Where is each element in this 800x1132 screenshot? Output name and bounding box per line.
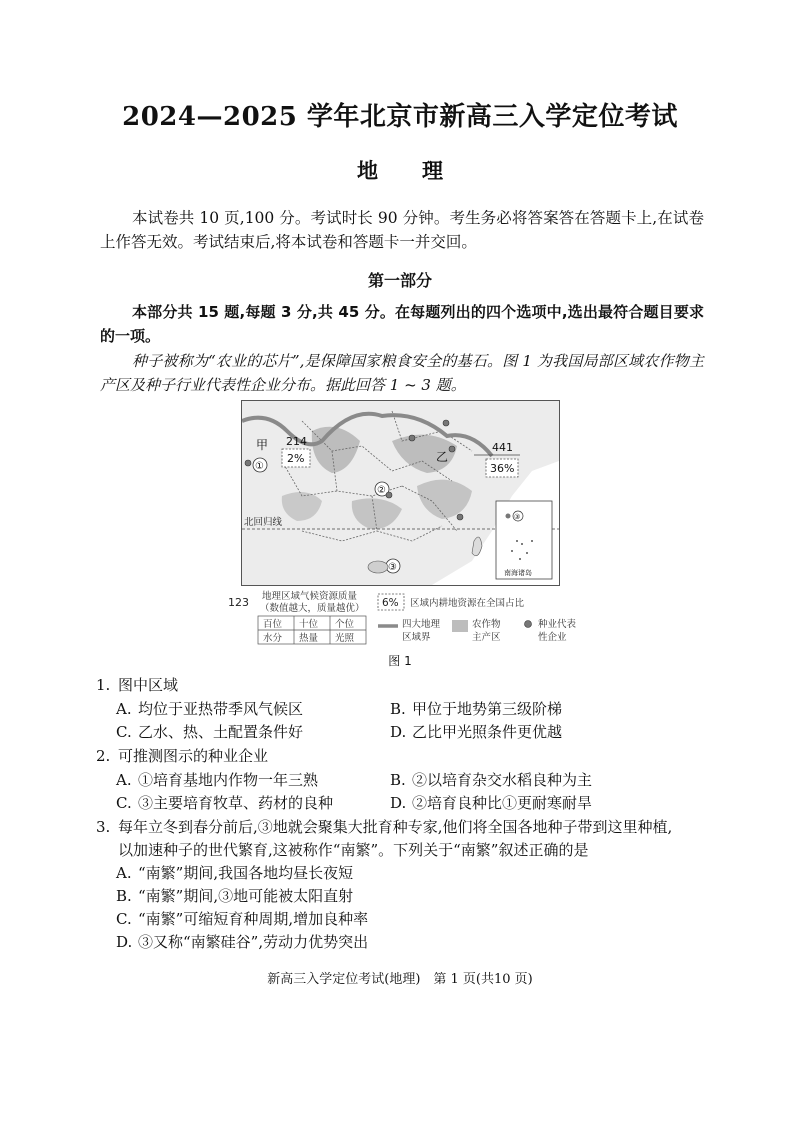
question-1-text: 图中区域 bbox=[118, 676, 179, 694]
map-svg bbox=[242, 401, 559, 585]
legend-boundary-label-2: 区域界 bbox=[402, 632, 431, 643]
subject-heading bbox=[0, 155, 800, 185]
q3-option-b[interactable] bbox=[116, 885, 353, 906]
option-label: B. bbox=[390, 771, 406, 789]
option-label: D. bbox=[390, 723, 407, 741]
question-1-number: 1. bbox=[96, 676, 111, 694]
question-2-number: 2. bbox=[96, 747, 111, 765]
option-label: A. bbox=[116, 771, 132, 789]
legend-pct-desc: 区域内耕地资源在全国占比 bbox=[410, 598, 525, 609]
option-text: “南繁”期间,我国各地均昼长夜短 bbox=[138, 864, 354, 882]
legend-header-hundreds: 百位 bbox=[263, 619, 283, 630]
q1-option-b[interactable] bbox=[390, 698, 562, 719]
region-yi-code: 441 bbox=[492, 441, 513, 454]
enterprise-marker bbox=[443, 420, 449, 426]
enterprise-marker bbox=[457, 514, 463, 520]
enterprise-marker bbox=[506, 514, 511, 519]
legend-boundary-label-1: 四大地理 bbox=[402, 619, 441, 630]
enterprise-3-label: ③ bbox=[388, 562, 397, 573]
option-label: B. bbox=[116, 887, 132, 905]
legend-value-water: 水分 bbox=[263, 633, 283, 644]
question-1 bbox=[96, 674, 708, 697]
option-text: “南繁”可缩短育种周期,增加良种率 bbox=[138, 910, 369, 928]
q3-option-c[interactable] bbox=[116, 908, 368, 929]
question-3-text-line2: 以加速种子的世代繁育,这被称作“南繁”。下列关于“南繁”叙述正确的是 bbox=[118, 841, 589, 859]
region-jia-label: 甲 bbox=[256, 438, 269, 452]
figure-caption: 图 1 bbox=[388, 654, 412, 668]
legend-header-tens: 十位 bbox=[299, 619, 319, 630]
q1-option-c[interactable] bbox=[116, 721, 303, 742]
option-label: A. bbox=[116, 700, 132, 718]
legend-svg bbox=[228, 590, 608, 650]
option-text: ①培育基地内作物一年三熟 bbox=[138, 771, 319, 789]
inset-enterprise-3-label: ③ bbox=[514, 513, 521, 521]
option-label: C. bbox=[116, 723, 132, 741]
legend-header-ones: 个位 bbox=[335, 619, 355, 630]
legend-crop-swatch bbox=[452, 620, 468, 632]
q2-option-a[interactable] bbox=[116, 769, 318, 790]
legend-pct: 6% bbox=[382, 597, 399, 609]
inset-label: 南海诸岛 bbox=[504, 569, 532, 577]
legend-enterprise-label-1: 种业代表 bbox=[538, 619, 577, 630]
option-text: 乙水、热、土配置条件好 bbox=[138, 723, 304, 741]
enterprise-2-label: ② bbox=[377, 485, 386, 496]
part-heading: 第一部分 bbox=[367, 271, 432, 290]
region-jia-code: 214 bbox=[286, 435, 307, 448]
page-footer: 新高三入学定位考试(地理) 第 1 页(共10 页) bbox=[267, 972, 533, 987]
subject-char-2: 理 bbox=[422, 159, 443, 183]
option-label: C. bbox=[116, 910, 132, 928]
option-label: C. bbox=[116, 794, 132, 812]
enterprise-marker bbox=[449, 446, 455, 452]
q3-option-a[interactable] bbox=[116, 862, 353, 883]
option-text: ②培育良种比①更耐寒耐旱 bbox=[412, 794, 593, 812]
region-jia-pct: 2% bbox=[287, 452, 305, 465]
option-text: 均位于亚热带季风气候区 bbox=[138, 700, 304, 718]
option-text: 乙比甲光照条件更优越 bbox=[412, 723, 563, 741]
legend-value-heat: 热量 bbox=[299, 633, 319, 644]
hainan-island bbox=[368, 561, 388, 573]
option-label: B. bbox=[390, 700, 406, 718]
region-yi-pct: 36% bbox=[490, 462, 515, 475]
question-2 bbox=[96, 745, 708, 768]
part-instruction: 本部分共 15 题,每题 3 分,共 45 分。在每题列出的四个选项中,选出最符合题目要求的一项。 bbox=[100, 303, 704, 345]
subject-char-1: 地 bbox=[357, 159, 378, 183]
inset-box bbox=[496, 501, 552, 579]
q2-option-c[interactable] bbox=[116, 792, 333, 813]
question-3-number: 3. bbox=[96, 818, 111, 836]
option-text: ③主要培育牧草、药材的良种 bbox=[138, 794, 334, 812]
option-label: D. bbox=[116, 933, 133, 951]
q1-option-d[interactable] bbox=[390, 721, 562, 742]
enterprise-marker bbox=[245, 460, 251, 466]
option-text: ②以培育杂交水稻良种为主 bbox=[412, 771, 593, 789]
question-3-text-line1: 每年立冬到春分前后,③地就会聚集大批育种专家,他们将全国各地种子带到这里种植, bbox=[118, 818, 673, 836]
question-3 bbox=[96, 816, 708, 839]
enterprise-marker bbox=[409, 435, 415, 441]
question-2-text: 可推测图示的种业企业 bbox=[118, 747, 269, 765]
q3-option-d[interactable] bbox=[116, 931, 368, 952]
option-label: D. bbox=[390, 794, 407, 812]
tropic-label: 北回归线 bbox=[244, 517, 283, 528]
legend-quality-title: 地理区域气候资源质量 bbox=[262, 591, 358, 602]
region-yi-label: 乙 bbox=[436, 450, 449, 464]
q2-option-d[interactable] bbox=[390, 792, 592, 813]
legend-quality-note: （数值越大，质量越优） bbox=[260, 603, 365, 614]
map-figure bbox=[241, 400, 560, 586]
option-text: “南繁”期间,③地可能被太阳直射 bbox=[138, 887, 354, 905]
legend-value-light: 光照 bbox=[335, 633, 355, 644]
q2-option-b[interactable] bbox=[390, 769, 592, 790]
q1-option-a[interactable] bbox=[116, 698, 303, 719]
legend-enterprise-swatch bbox=[525, 621, 532, 628]
legend-enterprise-label-2: 性企业 bbox=[538, 632, 567, 643]
legend-code: 123 bbox=[228, 596, 249, 609]
legend-crop-label-2: 主产区 bbox=[472, 632, 501, 643]
option-text: ③又称“南繁硅谷”,劳动力优势突出 bbox=[138, 933, 369, 951]
legend-crop-label-1: 农作物 bbox=[472, 619, 501, 630]
question-stem: 种子被称为“农业的芯片”,是保障国家粮食安全的基石。图 1 为我国局部区域农作物主产区及种子行业代表性企业分布。据此回答 1 ~ 3 题。 bbox=[100, 352, 704, 394]
option-text: 甲位于地势第三级阶梯 bbox=[412, 700, 563, 718]
enterprise-marker bbox=[386, 492, 392, 498]
exam-title: 2024—2025 学年北京市新高三入学定位考试 bbox=[122, 102, 678, 132]
option-label: A. bbox=[116, 864, 132, 882]
exam-instructions: 本试卷共 10 页,100 分。考试时长 90 分钟。考生务必将答案答在答题卡上,在试卷上作答无效。考试结束后,将本试卷和答题卡一并交回。 bbox=[100, 209, 704, 251]
enterprise-1-label: ① bbox=[255, 461, 264, 472]
map-legend bbox=[228, 590, 608, 650]
